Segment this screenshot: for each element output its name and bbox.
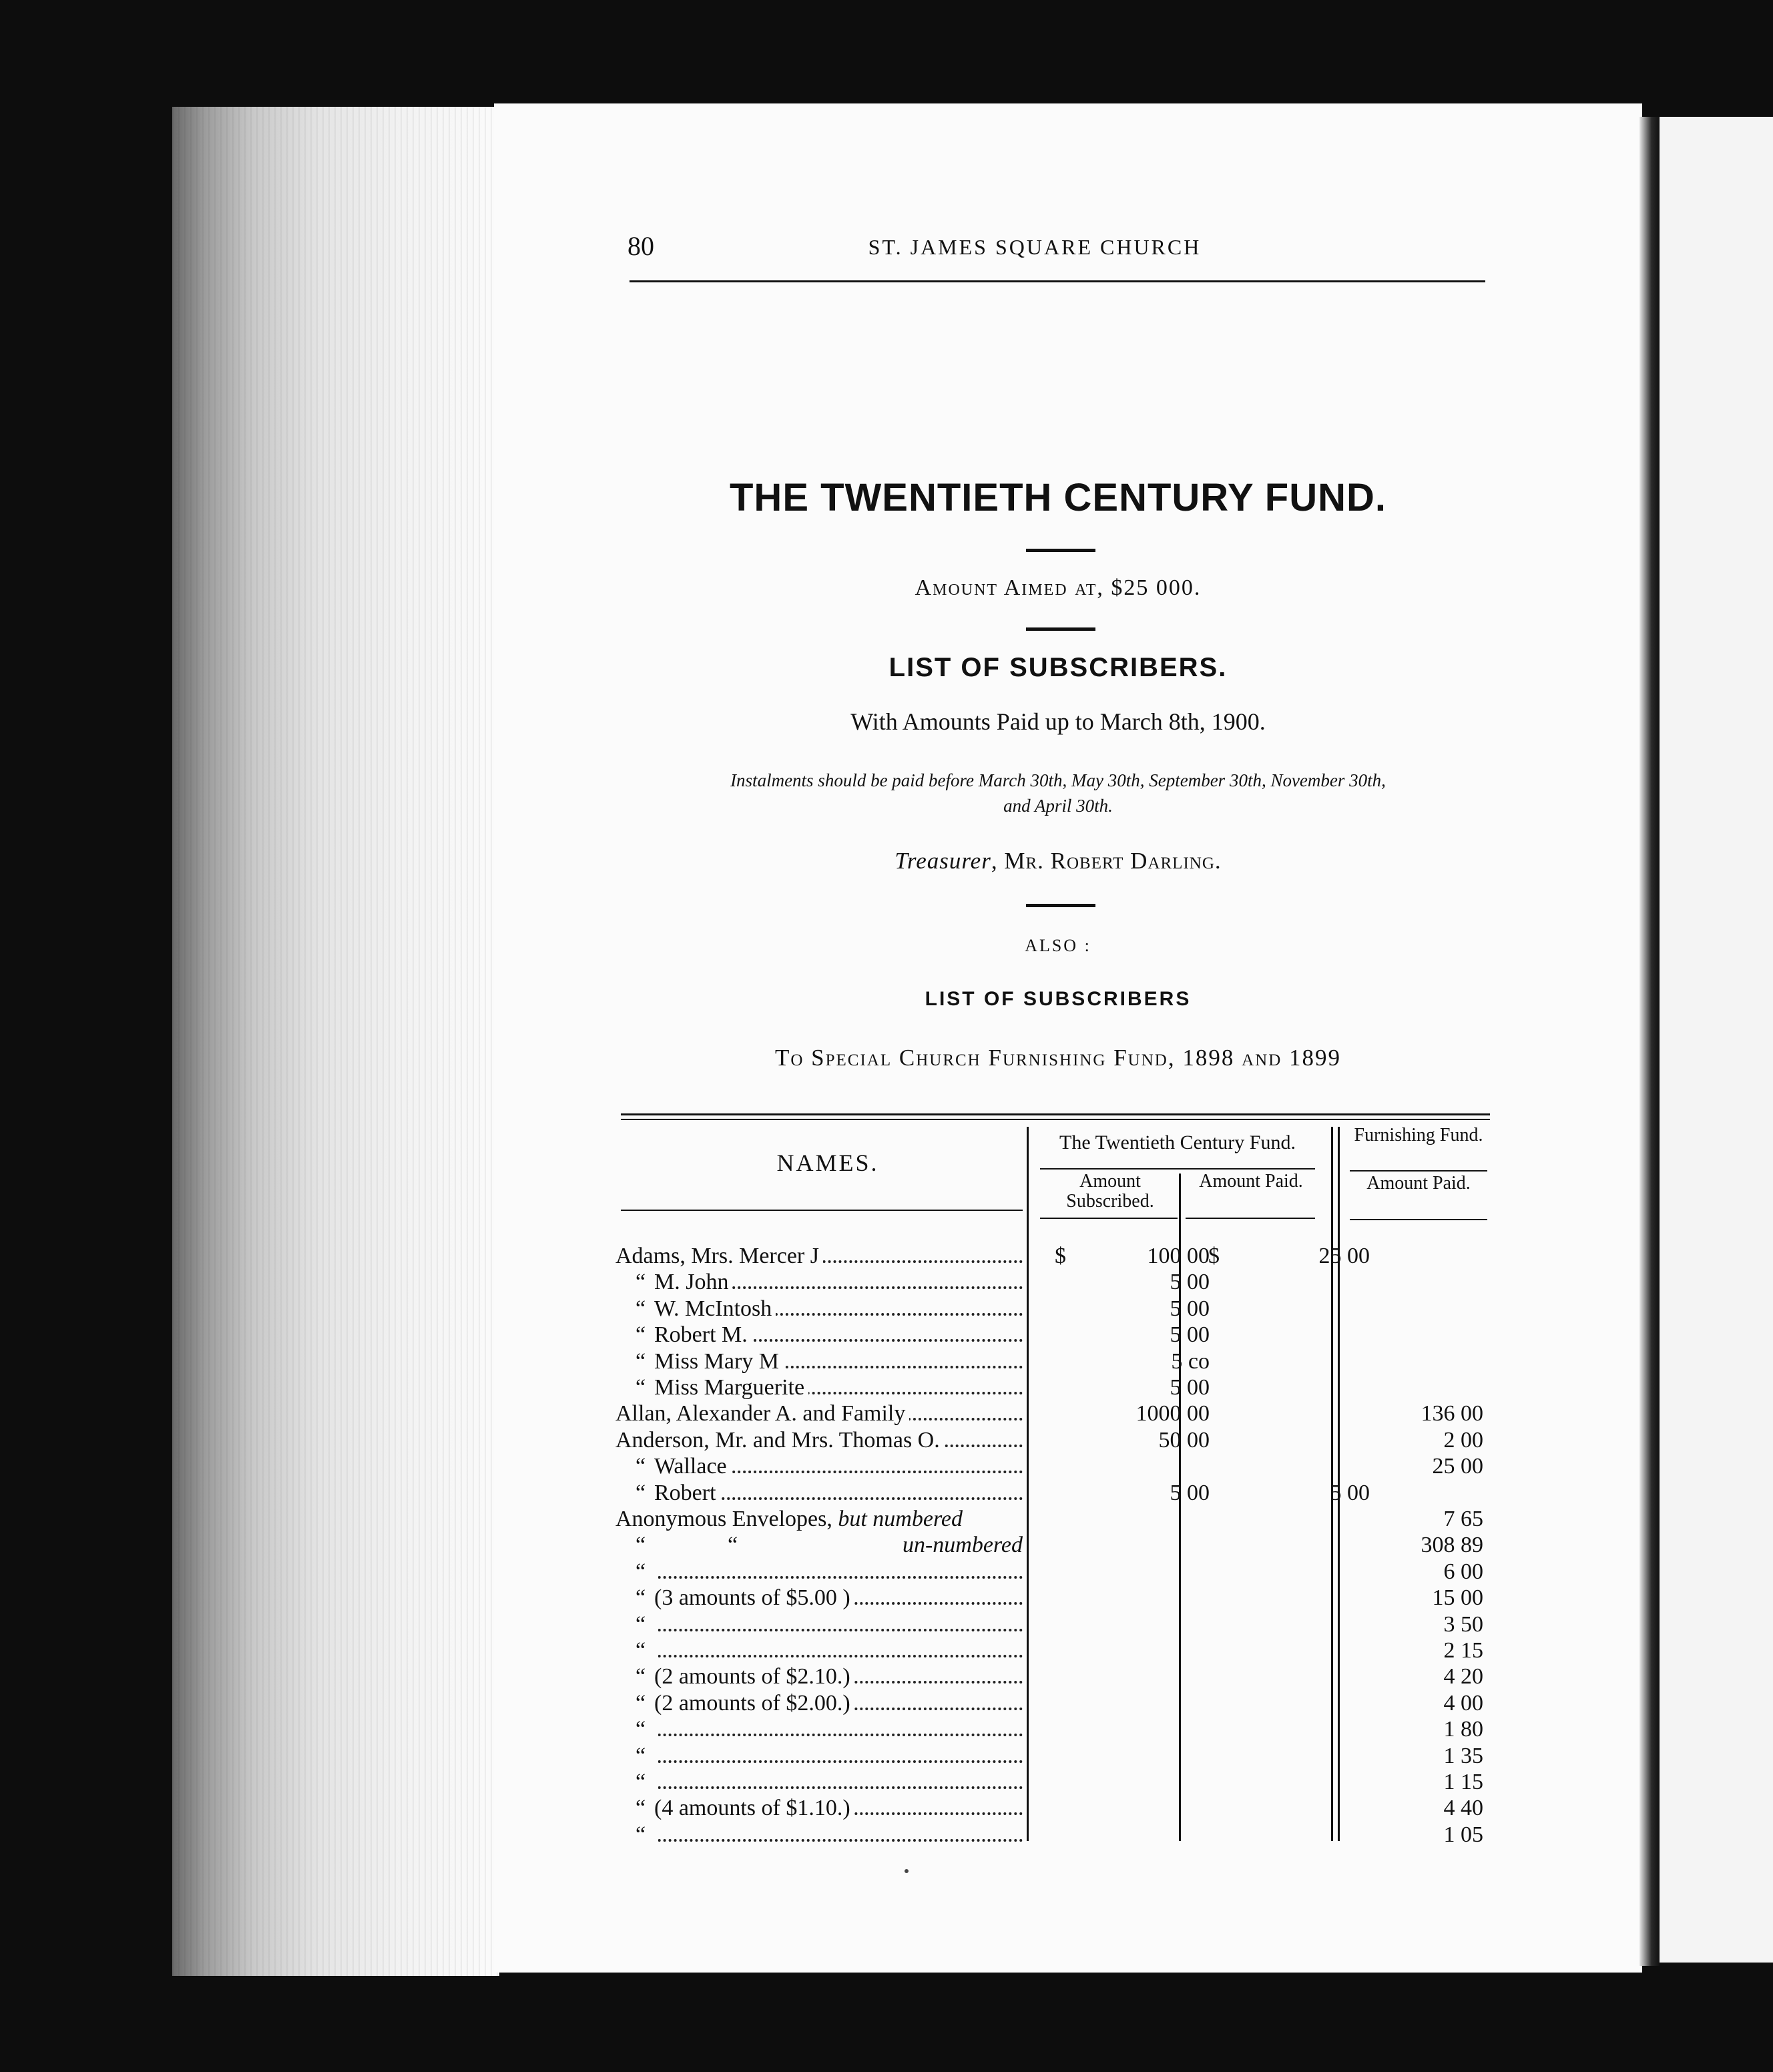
subscriber-name	[615, 1795, 1023, 1822]
name-text	[615, 1532, 1023, 1559]
currency-symbol: $	[1055, 1244, 1066, 1268]
list-title-2: LIST OF SUBSCRIBERS	[925, 988, 1192, 1010]
name-value: Wallace	[654, 1454, 727, 1479]
book-gutter	[1639, 117, 1660, 1966]
amount-subscribed: 5 00	[1170, 1322, 1210, 1348]
instalments-line-2: and April 30th.	[1003, 796, 1113, 816]
ditto-mark: “	[636, 1348, 646, 1374]
furnishing-underline	[1350, 1170, 1487, 1172]
name-text	[615, 1744, 658, 1768]
amount-subscribed: 5 00	[1170, 1296, 1210, 1321]
leader-dots	[615, 1734, 1023, 1736]
table-row	[615, 1769, 1497, 1796]
name-value: W. McIntosh	[654, 1296, 772, 1321]
page-edges-texture	[172, 107, 499, 1976]
furnishing-paid-header: Amount Paid.	[1366, 1173, 1471, 1194]
amount-subscribed: 1000 00	[1135, 1401, 1210, 1427]
table-row	[615, 1611, 1497, 1638]
name-value: Allan, Alexander A. and Family	[615, 1401, 906, 1427]
subscribed-header: Amount Subscribed.	[1066, 1171, 1154, 1212]
table-row	[615, 1822, 1497, 1848]
ditto-mark: “	[636, 1664, 646, 1690]
subscriber-name	[615, 1663, 1023, 1690]
name-text	[615, 1322, 752, 1347]
page-number: 80	[627, 231, 654, 261]
ditto-mark: “	[636, 1743, 646, 1768]
amount-subscribed: 100 00	[1147, 1244, 1210, 1268]
subscriber-name	[615, 1743, 1023, 1770]
ditto-mark: “	[636, 1533, 646, 1558]
name-text	[615, 1796, 854, 1820]
ditto-mark: “	[636, 1559, 646, 1584]
furnishing-amount: 15 00	[1432, 1585, 1483, 1611]
amount-subscribed: 5 00	[1170, 1480, 1210, 1505]
treasurer-line	[627, 848, 1489, 874]
group-underline	[1040, 1168, 1315, 1170]
subscriber-name	[615, 1506, 1023, 1533]
divider-rule	[1026, 904, 1095, 907]
furnishing-amount: 7 65	[1443, 1507, 1483, 1531]
furnishing-amount: 6 00	[1443, 1559, 1483, 1584]
subscriber-name	[615, 1690, 1023, 1717]
table-row	[615, 1663, 1497, 1690]
furnishing-amount: 1 35	[1443, 1743, 1483, 1768]
furnishing-amount: 1 15	[1443, 1770, 1483, 1794]
furnishing-amount: 2 15	[1443, 1638, 1483, 1663]
furnishing-amount: 2 00	[1443, 1427, 1483, 1453]
leader-dots	[615, 1576, 1023, 1579]
name-value: Adams, Mrs. Mercer J	[615, 1244, 819, 1268]
amount-subscribed: 5 co	[1171, 1348, 1210, 1374]
furnishing-amount: 136 00	[1421, 1401, 1483, 1427]
instalments-line-1: Instalments should be paid before March 30th, May 30th, September 30th, November 30th,	[730, 770, 1386, 790]
facing-page-edge	[1660, 117, 1773, 1963]
table-row	[615, 1532, 1497, 1559]
names-header: NAMES.	[776, 1149, 879, 1176]
subscriber-name	[615, 1480, 1023, 1507]
table-row	[615, 1427, 1497, 1454]
table-row	[615, 1506, 1497, 1533]
ditto-mark: “	[636, 1638, 646, 1663]
table-row	[615, 1480, 1497, 1507]
subscriber-name	[615, 1269, 1023, 1296]
name-text	[615, 1585, 854, 1610]
name-text	[615, 1296, 776, 1321]
table-row	[615, 1269, 1497, 1296]
table-row	[615, 1716, 1497, 1743]
name-value: (3 amounts of $5.00 )	[654, 1585, 850, 1611]
subscriber-name	[615, 1585, 1023, 1611]
name-text	[615, 1270, 732, 1294]
name-value: Anderson, Mr. and Mrs. Thomas O.	[615, 1427, 940, 1453]
furnishing-amount: 4 00	[1443, 1690, 1483, 1716]
name-text	[615, 1612, 658, 1637]
subscriber-name	[615, 1716, 1023, 1743]
name-text	[615, 1507, 967, 1531]
subscriber-name	[615, 1243, 1023, 1270]
running-head: ST. JAMES SQUARE CHURCH	[868, 235, 1202, 259]
table-row	[615, 1585, 1497, 1611]
subscriber-name	[615, 1374, 1023, 1401]
name-text	[615, 1717, 658, 1742]
name-value: (2 amounts of $2.00.)	[654, 1690, 850, 1716]
amount-paid: 25 00	[1318, 1244, 1370, 1268]
name-text	[615, 1481, 720, 1505]
name-italic: un-numbered	[902, 1533, 1023, 1558]
special-fund-line: To Special Church Furnishing Fund, 1898 and 1899	[774, 1045, 1341, 1071]
table-row	[615, 1795, 1497, 1822]
subscriber-name	[615, 1822, 1023, 1848]
name-text	[615, 1770, 658, 1794]
table-top-rule	[621, 1113, 1490, 1115]
page-title: THE TWENTIETH CENTURY FUND.	[730, 476, 1386, 519]
ditto-mark: “	[636, 1322, 646, 1348]
subscriber-name	[615, 1296, 1023, 1322]
name-text	[615, 1664, 854, 1689]
name-text	[615, 1375, 808, 1400]
ditto-mark: “	[636, 1375, 646, 1400]
group-header: The Twentieth Century Fund.	[1059, 1131, 1296, 1153]
ditto-mark: “	[636, 1585, 646, 1611]
divider-rule	[1026, 549, 1095, 552]
ditto-mark: “	[636, 1480, 646, 1505]
furnishing-amount: 4 40	[1443, 1796, 1483, 1821]
divider-rule	[1026, 627, 1095, 631]
table-row	[615, 1637, 1497, 1664]
furnishing-paid-underline	[1350, 1219, 1487, 1220]
subscriber-name	[615, 1427, 1023, 1454]
subscriber-name	[615, 1400, 1023, 1427]
table-row	[615, 1322, 1497, 1348]
furnishing-amount: 4 20	[1443, 1664, 1483, 1690]
amount-aimed: Amount Aimed at, $25 000.	[915, 575, 1202, 600]
leader-dots	[615, 1786, 1023, 1789]
subscriber-name	[615, 1637, 1023, 1664]
name-value: M. John	[654, 1270, 729, 1295]
amount-paid: 5 00	[1330, 1480, 1370, 1505]
name-italic: but numbered	[838, 1507, 963, 1531]
leader-dots	[615, 1655, 1023, 1657]
amount-subscribed: 50 00	[1158, 1427, 1210, 1453]
name-text	[615, 1401, 909, 1426]
page-speck	[905, 1869, 909, 1873]
treasurer-name: , Mr. Robert Darling.	[991, 848, 1222, 874]
name-value: Robert M.	[654, 1322, 748, 1348]
ditto-mark: “	[636, 1822, 646, 1847]
treasurer-label: Treasurer	[895, 848, 991, 874]
ditto-mark: “	[636, 1611, 646, 1637]
name-text	[615, 1822, 658, 1847]
name-value: Miss Marguerite	[654, 1375, 805, 1400]
ditto-mark: “	[636, 1454, 646, 1479]
ditto-mark: “	[636, 1270, 646, 1295]
amount-subscribed: 5 00	[1170, 1270, 1210, 1295]
subscriber-name	[615, 1453, 1023, 1480]
table-row	[615, 1743, 1497, 1770]
name-value: (2 amounts of $2.10.)	[654, 1664, 850, 1690]
table-row	[615, 1296, 1497, 1322]
leader-dots	[615, 1760, 1023, 1763]
instalments-note	[621, 768, 1495, 818]
name-text	[615, 1349, 783, 1374]
name-text	[615, 1638, 658, 1663]
name-value: Robert	[654, 1480, 716, 1505]
subscriber-name	[615, 1532, 1023, 1559]
ditto-mark: “	[636, 1690, 646, 1716]
subscriber-name	[615, 1769, 1023, 1796]
furnishing-amount: 25 00	[1432, 1454, 1483, 1479]
name-text	[615, 1454, 731, 1479]
name-text	[615, 1559, 658, 1584]
currency-symbol: $	[1208, 1244, 1220, 1268]
furnishing-amount: 1 80	[1443, 1717, 1483, 1742]
table-top-rule-2	[621, 1119, 1490, 1120]
paid-header: Amount Paid.	[1199, 1171, 1303, 1192]
list-title: LIST OF SUBSCRIBERS.	[889, 653, 1228, 682]
ditto-mark: “	[636, 1717, 646, 1742]
table-row	[615, 1559, 1497, 1585]
furnishing-amount: 3 50	[1443, 1611, 1483, 1637]
name-value: Anonymous Envelopes,	[615, 1507, 838, 1531]
subscriber-name	[615, 1559, 1023, 1585]
name-value: (4 amounts of $1.10.)	[654, 1796, 850, 1821]
leader-dots	[615, 1629, 1023, 1631]
furnishing-amount: 308 89	[1421, 1533, 1483, 1558]
furnishing-header: Furnishing Fund.	[1354, 1125, 1483, 1145]
ditto-mark: “	[636, 1296, 646, 1321]
with-amounts-line: With Amounts Paid up to March 8th, 1900.	[850, 708, 1266, 735]
name-value: “	[728, 1533, 738, 1558]
leader-dots	[615, 1839, 1023, 1842]
amount-subscribed: 5 00	[1170, 1375, 1210, 1400]
table-row	[615, 1243, 1497, 1270]
subscriber-name	[615, 1322, 1023, 1348]
name-text	[615, 1244, 823, 1268]
names-underline	[621, 1210, 1023, 1211]
name-text	[615, 1691, 854, 1716]
name-value: Miss Mary M	[654, 1348, 780, 1374]
subscriber-name	[615, 1348, 1023, 1375]
name-text	[615, 1428, 944, 1453]
subscribed-underline	[1040, 1218, 1178, 1219]
ditto-mark: “	[636, 1770, 646, 1794]
table-row	[615, 1348, 1497, 1375]
table-row	[615, 1400, 1497, 1427]
paid-underline	[1186, 1218, 1315, 1219]
subscriber-name	[615, 1611, 1023, 1638]
also-label: ALSO :	[1025, 936, 1091, 955]
table-row	[615, 1453, 1497, 1480]
furnishing-amount: 1 05	[1443, 1822, 1483, 1847]
header-rule	[629, 280, 1485, 282]
table-row	[615, 1374, 1497, 1401]
table-row	[615, 1690, 1497, 1717]
ditto-mark: “	[636, 1796, 646, 1821]
